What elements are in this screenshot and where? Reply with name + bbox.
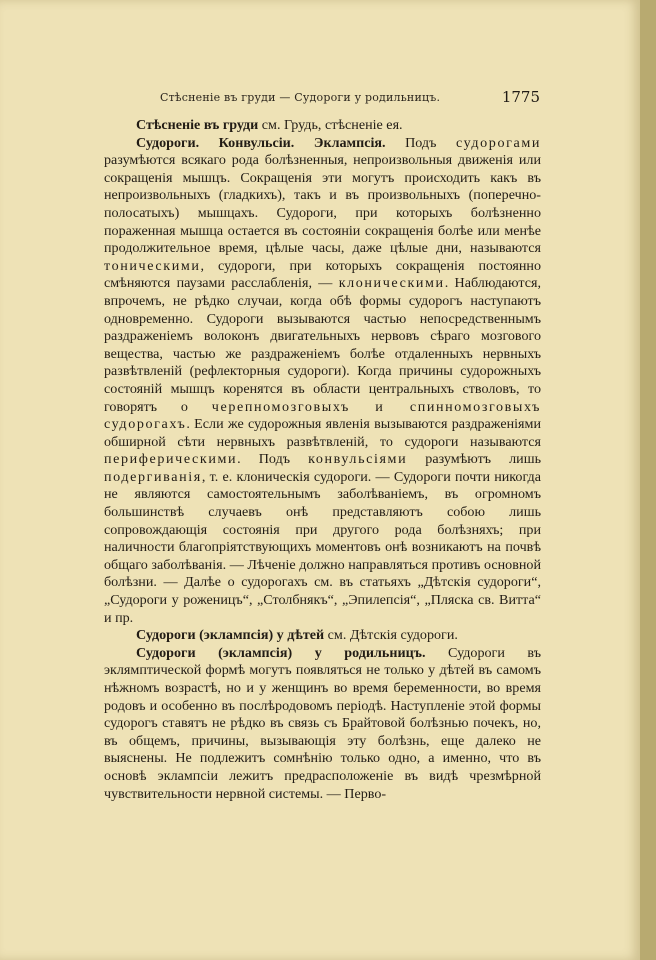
entry-text: , т. е. клоническія судороги. — Судороги почти никогда не являются самостоятельнымъ заболѣваніемъ, въ огромномъ большинствѣ случаевъ онѣ представляютъ собою лишь сопровождающія состоянія при другого рода болѣзняхъ; при наличности благопріятствующихъ моментовъ онѣ возникаютъ на почвѣ общаго заболѣванія. — Лѣченіе должно направляться противъ основной болѣзни. — Далѣе о судорогахъ см. въ статьяхъ „Дѣтскія судороги“, „Судороги у роженицъ“, „Столбнякъ“, „Эпилепсія“, „Пляска св. Витта“ и пр.	[104, 468, 541, 626]
entry-text: разумѣются всякаго рода болѣзненныя, непроизвольныя движенія или сокращенія мышцъ. Сокращенія эти могутъ происходить какъ въ непроизвольныхъ (гладкихъ), такъ и въ произвольныхъ (поперечно-полосатыхъ) мышцахъ. Судороги, при которыхъ болѣзненно пораженная мышца остается въ состояніи сокращенія болѣе или менѣе продолжительное время, цѣлые часы, даже цѣлые дни, называются	[104, 152, 541, 257]
entry-text: см. Дѣтскія судороги.	[324, 627, 458, 644]
article-body	[104, 117, 541, 803]
spaced-term: клоническими	[338, 275, 445, 292]
page-edge	[640, 0, 656, 960]
entry-text: . Наблюдаются, впрочемъ, не рѣдко случаи, когда обѣ формы судорогъ наступаютъ одновременно. Судороги вызываются частью непосредственнымъ раздраженіемъ волоконъ двигательныхъ нервовъ сѣраго мозгового вещества, частью же раздраженіемъ болѣе отдаленныхъ нервныхъ развѣтвленій (рефлекторныя судороги). Когда причины судорожныхъ состояній мышцъ коренятся въ области центральныхъ стволовъ, то говорятъ о	[104, 275, 541, 415]
entry-text: Судороги въ эклямптической формѣ могутъ появляться не только у дѣтей въ самомъ нѣжномъ возрастѣ, но и у женщинъ во время беременности, во время родовъ и особенно въ послѣродовомъ періодѣ. Наступленіе этой формы судорогъ ставятъ не рѣдко въ связь съ Брайтовой болѣзнью почекъ, но, въ общемъ, причины, вызывающія эту болѣзнь, еще далеко не выяснены. Не подлежитъ сомнѣнію только одно, а именно, что въ основѣ эклампсіи лежитъ предрасположеніе въ видѣ чрезмѣрной чувствительности нервной системы. — Перво-	[104, 644, 541, 802]
entry-stesnenie	[104, 117, 541, 135]
spaced-term: судорогами	[455, 134, 541, 151]
entry-headword: Судороги (эклампсія) у родильницъ.	[136, 644, 426, 661]
spaced-term: подергиванія	[104, 468, 202, 485]
entry-sudorogi-deti	[104, 627, 541, 645]
running-head: Стѣсненіе въ груди — Судороги у родильницъ.	[160, 91, 441, 104]
entry-headword: Судороги. Конвульсіи. Эклампсія.	[136, 134, 386, 151]
spaced-term: конвульсіями	[308, 451, 408, 468]
entry-text: Подъ	[385, 134, 456, 151]
entry-sudorogi	[104, 135, 541, 628]
spaced-term: черепномозговыхъ и спинномозговыхъ судорогахъ	[104, 398, 541, 433]
entry-sudorogi-rodilnits	[104, 645, 541, 803]
spaced-term: периферическими	[104, 451, 238, 468]
entry-text: , судороги, при которыхъ сокращенія постоянно смѣняются паузами расслабленія, —	[104, 257, 541, 292]
entry-text: см. Грудь, стѣсненіе ея.	[258, 117, 403, 133]
page-number: 1775	[501, 88, 540, 106]
spaced-term: тоническими	[104, 257, 201, 274]
page-header	[160, 88, 540, 110]
entry-text: . Если же судорожныя явленія вызываются раздраженіями обширной сѣти нервныхъ развѣтвленій, то судороги называются	[104, 416, 541, 450]
entry-headword: Судороги (эклампсія) у дѣтей	[136, 627, 325, 644]
entry-headword: Стѣсненіе въ груди	[136, 117, 259, 133]
entry-text: разумѣютъ лишь	[407, 451, 541, 468]
entry-text: . Подъ	[237, 451, 309, 468]
